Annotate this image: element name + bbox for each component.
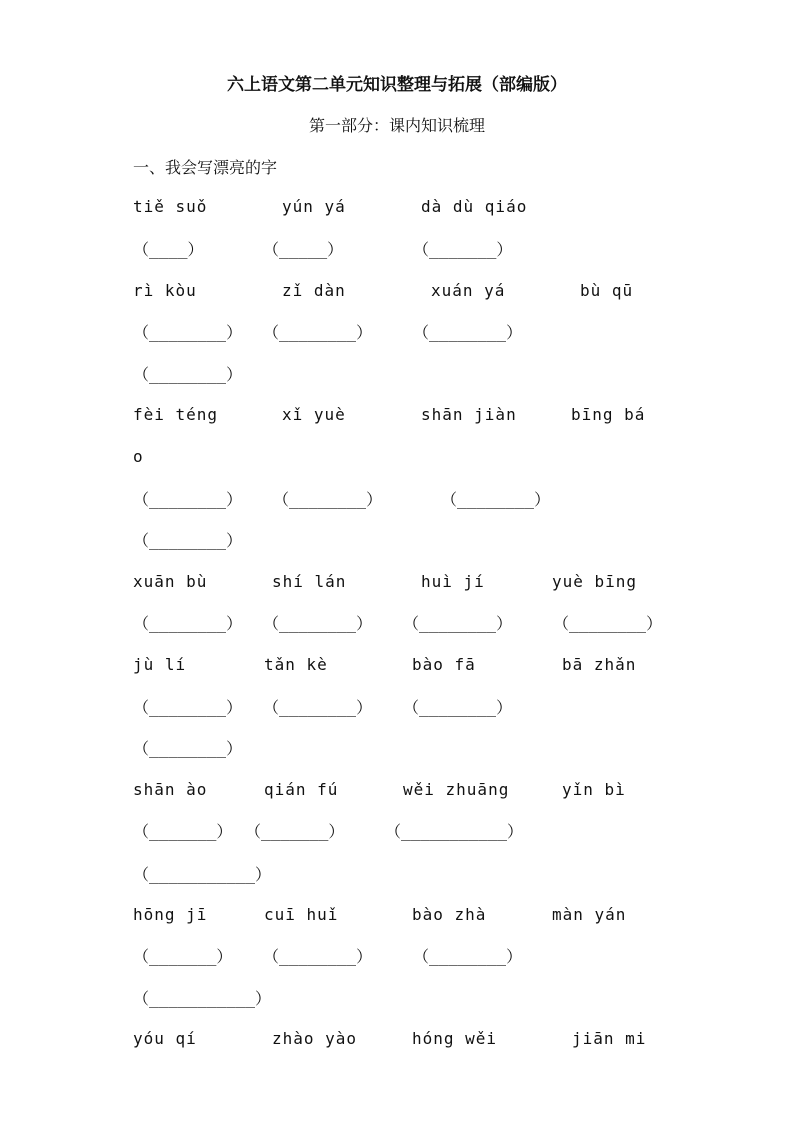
answer-blank[interactable]: （________） (273, 490, 383, 509)
pinyin-item: cuī huǐ (264, 905, 339, 924)
pinyin-item: zǐ dàn (282, 281, 346, 300)
section-heading: 一、我会写漂亮的字 (133, 158, 278, 177)
pinyin-item: màn yán (552, 905, 627, 924)
pinyin-item: bào zhà (412, 905, 487, 924)
answer-blank[interactable]: （________） (133, 698, 243, 717)
pinyin-item: hóng wěi (412, 1029, 498, 1048)
answer-blank[interactable]: （________） (133, 365, 243, 384)
pinyin-item: zhào yào (272, 1029, 358, 1048)
pinyin-item: yóu qí (133, 1029, 197, 1048)
pinyin-item: huì jí (421, 572, 485, 591)
answer-blank[interactable]: （___________） (133, 865, 271, 884)
answer-blank[interactable]: （_____） (263, 240, 344, 259)
answer-blank[interactable]: （________） (133, 490, 243, 509)
pinyin-item: wěi zhuāng (403, 780, 510, 799)
answer-blank[interactable]: （________） (413, 323, 523, 342)
pinyin-item: bā zhǎn (562, 655, 637, 674)
pinyin-item: tiě suǒ (133, 197, 208, 216)
pinyin-item: bào fā (412, 655, 476, 674)
answer-blank[interactable]: （________） (263, 323, 373, 342)
part-heading: 第一部分：课内知识梳理 (308, 116, 485, 135)
answer-blank[interactable]: （________） (133, 739, 243, 758)
pinyin-item: fèi téng (133, 405, 219, 424)
answer-blank[interactable]: （____） (133, 240, 204, 259)
pinyin-item: xǐ yuè (282, 405, 346, 424)
pinyin-item: o (133, 447, 144, 466)
pinyin-item: bù qū (580, 281, 634, 300)
answer-blank[interactable]: （________） (403, 698, 513, 717)
answer-blank[interactable]: （___________） (133, 989, 271, 1008)
answer-blank[interactable]: （________） (263, 614, 373, 633)
pinyin-item: jù lí (133, 655, 187, 674)
answer-blank[interactable]: （________） (263, 698, 373, 717)
pinyin-item: qián fú (264, 780, 339, 799)
pinyin-item: shān ào (133, 780, 208, 799)
answer-blank[interactable]: （_______） (133, 947, 233, 966)
pinyin-item: yǐn bì (562, 780, 626, 799)
answer-blank[interactable]: （________） (403, 614, 513, 633)
answer-blank[interactable]: （________） (441, 490, 551, 509)
pinyin-item: xuán yá (431, 281, 506, 300)
answer-blank[interactable]: （________） (413, 947, 523, 966)
answer-blank[interactable]: （________） (133, 531, 243, 550)
pinyin-item: yún yá (282, 197, 346, 216)
answer-blank[interactable]: （________） (133, 323, 243, 342)
pinyin-item: shí lán (272, 572, 347, 591)
answer-blank[interactable]: （_______） (133, 822, 233, 841)
pinyin-item: tǎn kè (264, 655, 328, 674)
pinyin-item: jiān mi (572, 1029, 647, 1048)
answer-blank[interactable]: （_______） (245, 822, 345, 841)
answer-blank[interactable]: （_______） (413, 240, 513, 259)
pinyin-item: dà dù qiáo (421, 197, 528, 216)
pinyin-item: shān jiàn (421, 405, 517, 424)
pinyin-item: hōng jī (133, 905, 208, 924)
pinyin-item: xuān bù (133, 572, 208, 591)
answer-blank[interactable]: （___________） (385, 822, 523, 841)
answer-blank[interactable]: （________） (553, 614, 663, 633)
answer-blank[interactable]: （________） (263, 947, 373, 966)
document-title: 六上语文第二单元知识整理与拓展（部编版） (227, 75, 567, 95)
answer-blank[interactable]: （________） (133, 614, 243, 633)
pinyin-item: bīng bá (571, 405, 646, 424)
pinyin-item: yuè bīng (552, 572, 638, 591)
pinyin-item: rì kòu (133, 281, 197, 300)
